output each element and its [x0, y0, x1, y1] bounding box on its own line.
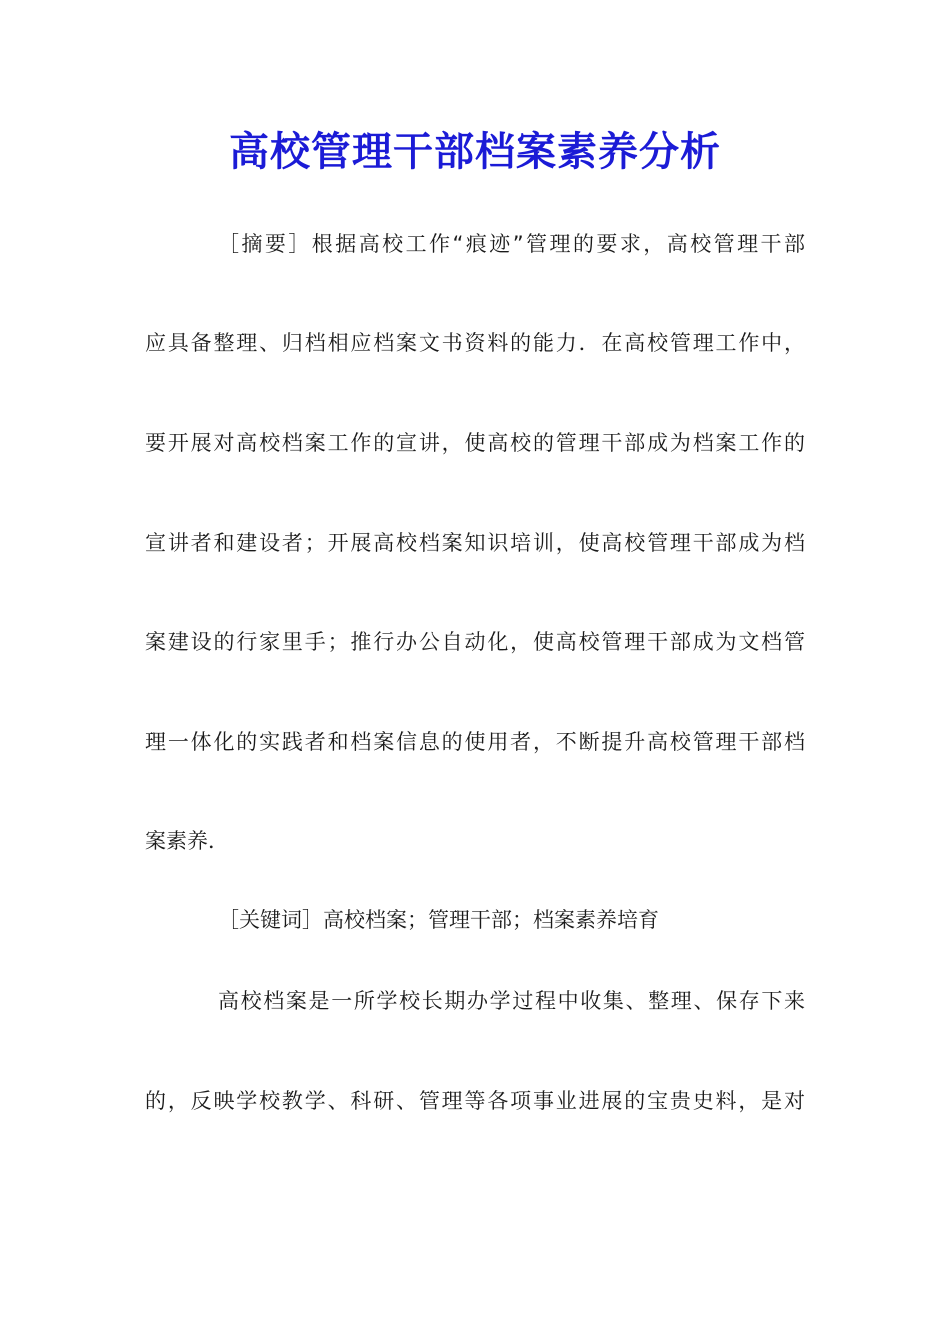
body-line-1: 高校档案是一所学校长期办学过程中收集、整理、保存下来	[218, 989, 805, 1013]
abstract-line-5: 案建设的行家里手；推行办公自动化，使高校管理干部成为文档管	[145, 630, 805, 654]
body-line-2: 的，反映学校教学、科研、管理等各项事业进展的宝贵史料，是对	[145, 1089, 805, 1113]
keywords-line: ［关键词］高校档案；管理干部；档案素养培育	[218, 908, 659, 932]
document-title: 高校管理干部档案素养分析	[229, 128, 721, 175]
abstract-line-6: 理一体化的实践者和档案信息的使用者，不断提升高校管理干部档	[145, 730, 805, 754]
abstract-line-2: 应具备整理、归档相应档案文书资料的能力．在高校管理工作中，	[145, 331, 805, 355]
abstract-line-1: ［摘要］根据高校工作“痕迹”管理的要求，高校管理干部	[218, 232, 805, 256]
abstract-line-3: 要开展对高校档案工作的宣讲，使高校的管理干部成为档案工作的	[145, 431, 805, 455]
abstract-line-7: 案素养．	[145, 829, 229, 853]
abstract-line-4: 宣讲者和建设者；开展高校档案知识培训，使高校管理干部成为档	[145, 531, 805, 555]
